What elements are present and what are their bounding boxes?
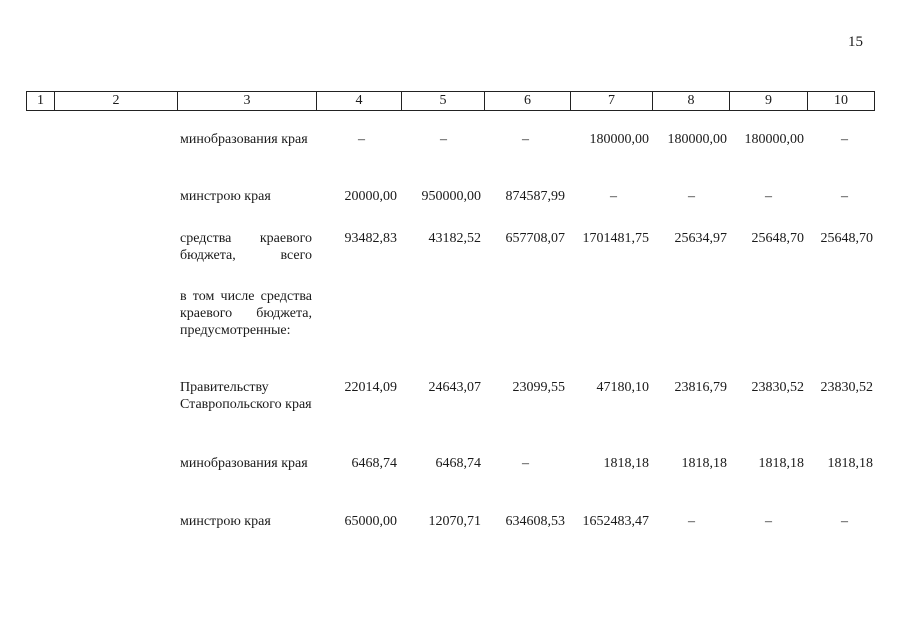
table-cell: – (522, 456, 529, 471)
table-cell: – (841, 132, 848, 147)
table-cell: 1818,18 (681, 456, 727, 471)
table-cell: 25648,70 (751, 231, 804, 246)
column-header: 5 (402, 92, 485, 110)
column-header: 9 (730, 92, 808, 110)
table-cell: 6468,74 (435, 456, 481, 471)
row-label: минстрою края (180, 189, 271, 204)
table-cell: 180000,00 (589, 132, 649, 147)
table-cell: 47180,10 (596, 380, 649, 395)
table-cell: 65000,00 (344, 514, 397, 529)
row-label: минобразования края (180, 456, 308, 471)
table-cell: 25648,70 (820, 231, 873, 246)
table-cell: – (610, 189, 617, 204)
table-cell: 1701481,75 (582, 231, 649, 246)
table-cell: 23099,55 (512, 380, 565, 395)
page-number: 15 (848, 34, 863, 50)
row-label: минобразования края (180, 132, 308, 147)
column-header: 2 (55, 92, 178, 110)
table-cell: 180000,00 (744, 132, 804, 147)
table-cell: – (841, 189, 848, 204)
table-cell: – (841, 514, 848, 529)
table-cell: – (688, 514, 695, 529)
table-cell: 1652483,47 (582, 514, 649, 529)
table-cell: – (688, 189, 695, 204)
table-cell: 874587,99 (505, 189, 565, 204)
table-cell: 25634,97 (674, 231, 727, 246)
table-cell: 23830,52 (751, 380, 804, 395)
table-cell: – (522, 132, 529, 147)
table-cell: 23830,52 (820, 380, 873, 395)
table-cell: – (765, 514, 772, 529)
table-cell: 6468,74 (351, 456, 397, 471)
table-cell: – (440, 132, 447, 147)
table-cell: – (358, 132, 365, 147)
table-cell: 24643,07 (428, 380, 481, 395)
row-label: средства краевого бюджета, всего (180, 231, 312, 263)
table-cell: 23816,79 (674, 380, 727, 395)
row-label: минстрою края (180, 514, 271, 529)
table-cell: – (765, 189, 772, 204)
table-cell: 950000,00 (421, 189, 481, 204)
table-cell: 1818,18 (827, 456, 873, 471)
column-header: 1 (27, 92, 55, 110)
table-cell: 1818,18 (758, 456, 804, 471)
row-label: Правительству Ставропольского края (180, 380, 312, 412)
table-cell: 43182,52 (428, 231, 481, 246)
table-cell: 93482,83 (344, 231, 397, 246)
column-header: 7 (571, 92, 653, 110)
table-cell: 180000,00 (667, 132, 727, 147)
column-header: 3 (178, 92, 317, 110)
column-header: 10 (834, 93, 848, 108)
table-cell: 12070,71 (428, 514, 481, 529)
column-header: 8 (653, 92, 730, 110)
table-cell: 22014,09 (344, 380, 397, 395)
row-label: в том числе средства краевого бюджета, предусмотренные: (180, 289, 312, 338)
table-header-row (26, 91, 875, 111)
column-header: 6 (485, 92, 571, 110)
table-cell: 634608,53 (505, 514, 565, 529)
table-cell: 657708,07 (505, 231, 565, 246)
table-cell: 20000,00 (344, 189, 397, 204)
table-cell: 1818,18 (603, 456, 649, 471)
column-header: 4 (317, 92, 402, 110)
